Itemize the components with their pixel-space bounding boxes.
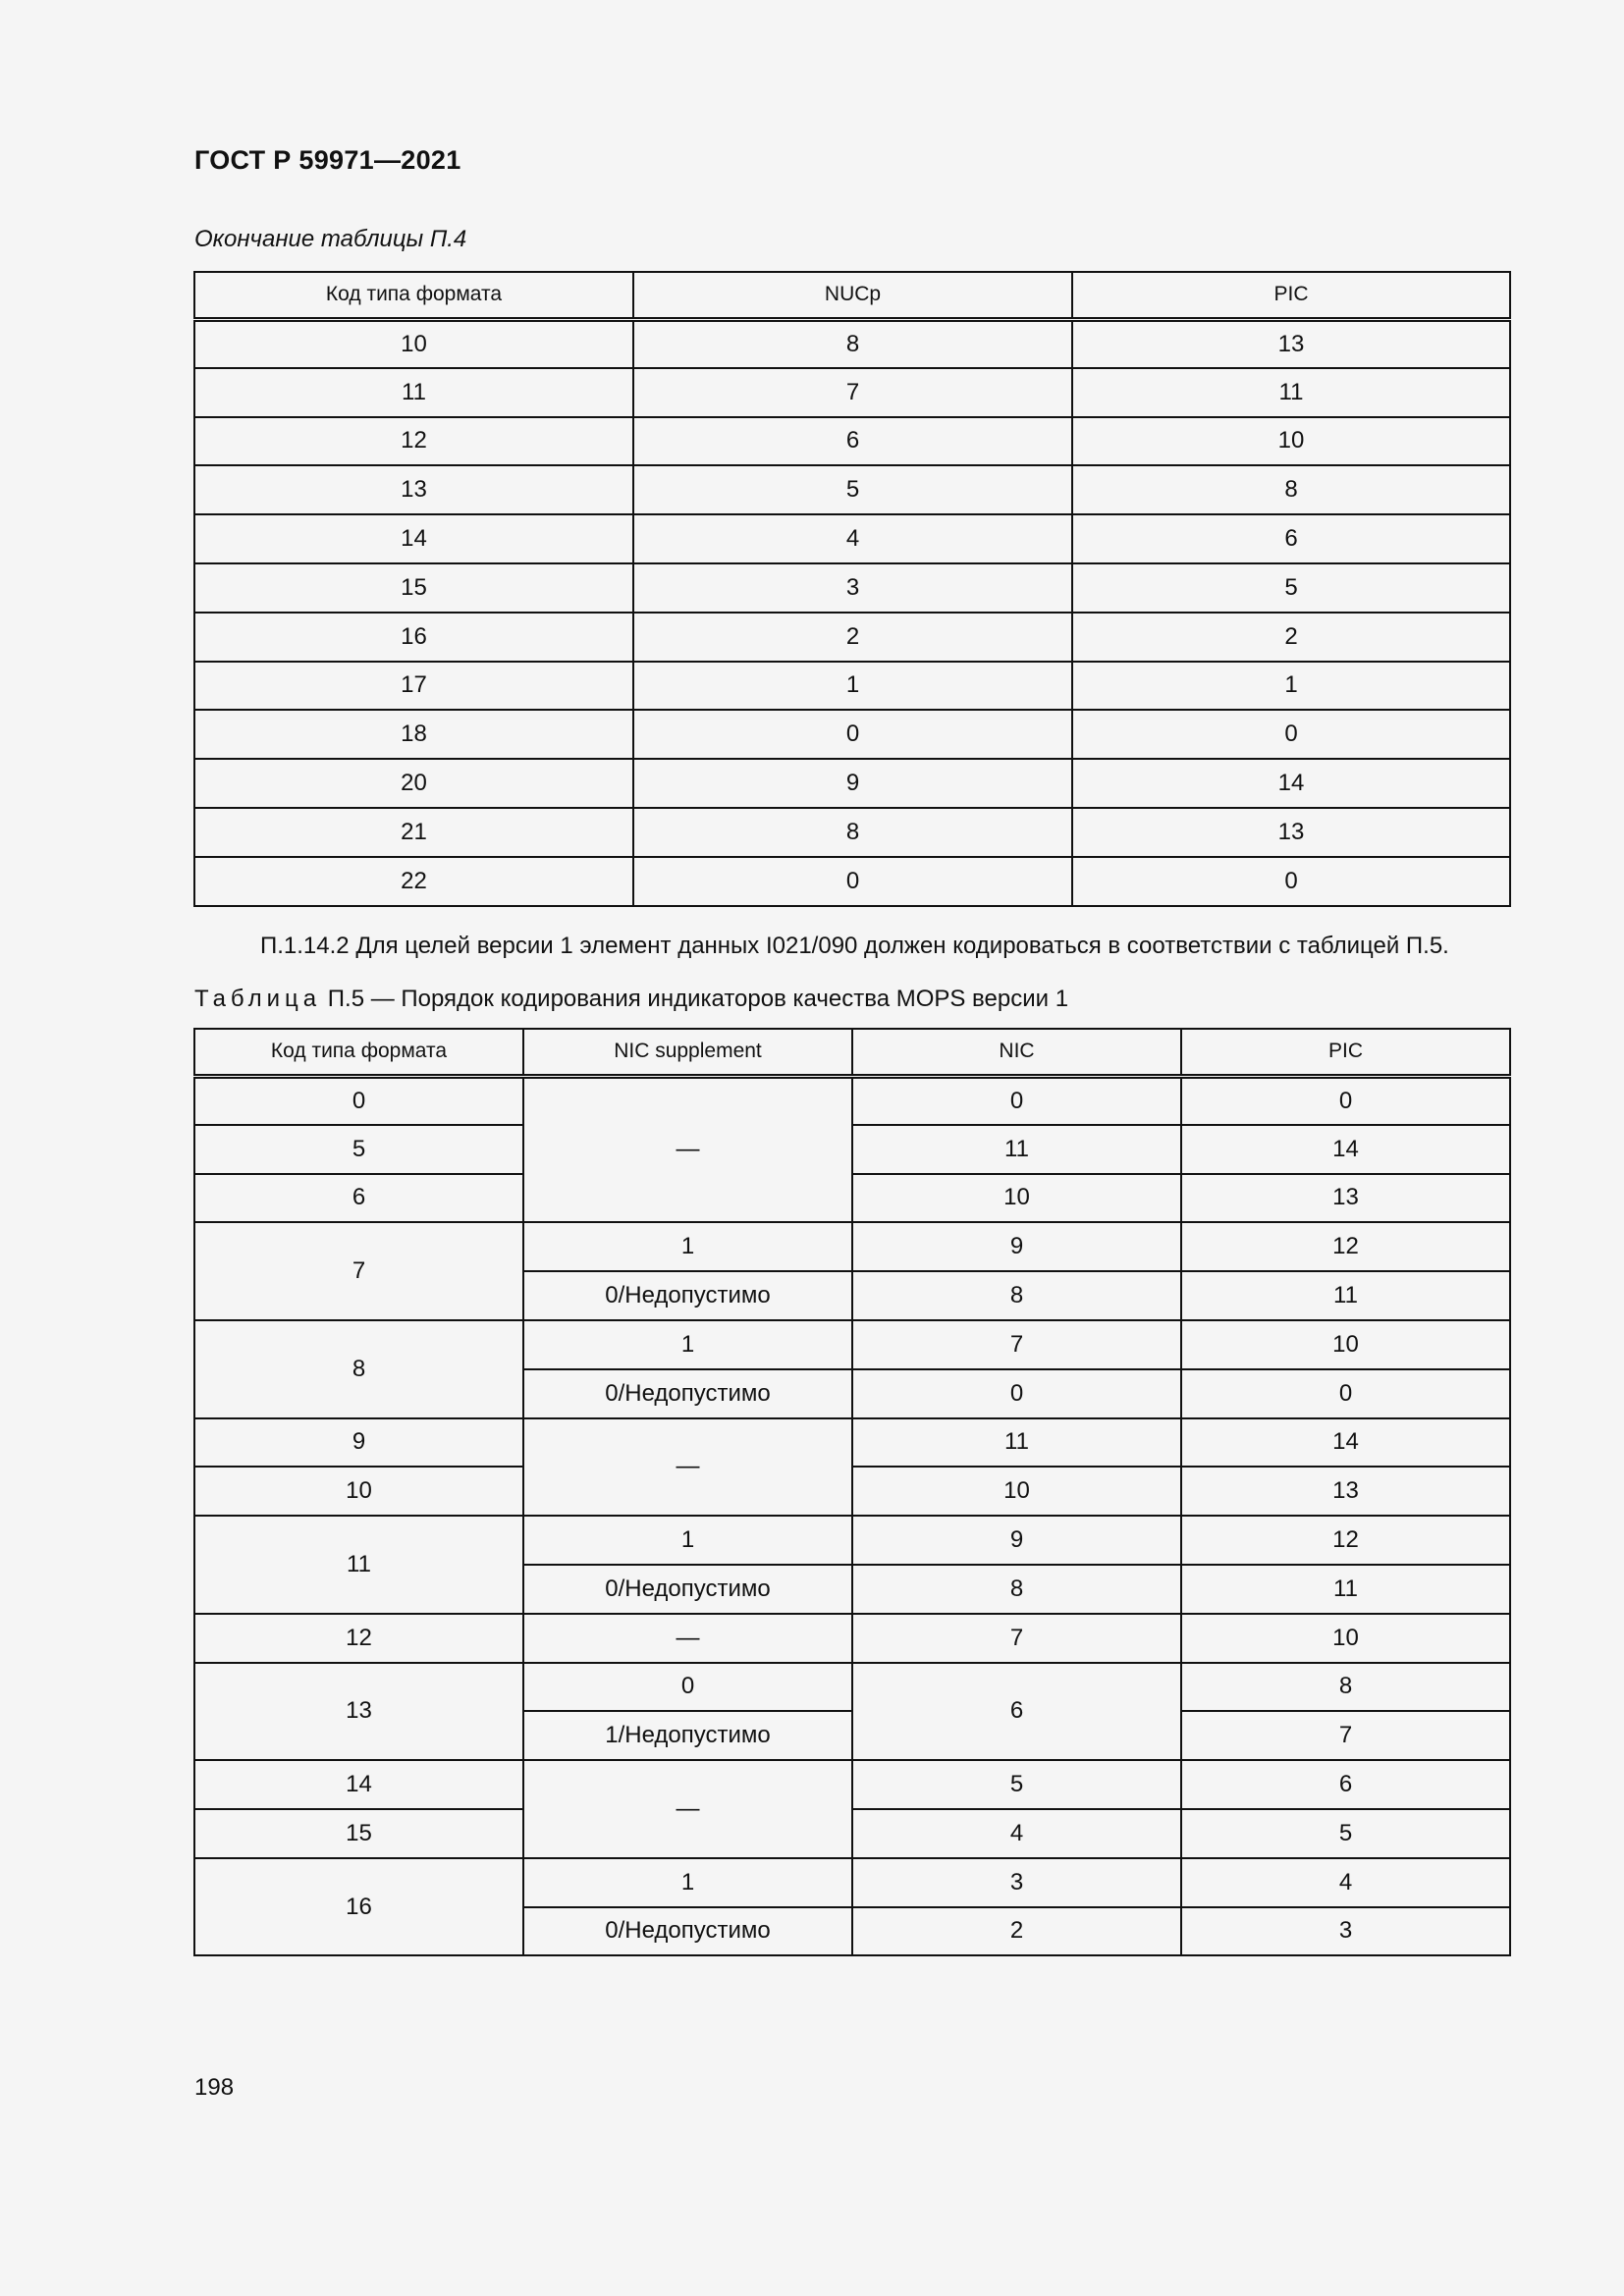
cell-pic: 0 [1072, 857, 1510, 906]
cell-pic: 10 [1072, 417, 1510, 466]
table2-caption [194, 986, 1068, 1013]
cell-pic: 12 [1181, 1222, 1510, 1271]
table-row [194, 1174, 1510, 1223]
table-row [194, 662, 1510, 711]
cell-code: 17 [194, 662, 633, 711]
cell-nic: 7 [852, 1320, 1181, 1369]
cell-nic: 7 [852, 1614, 1181, 1663]
table-row [194, 710, 1510, 759]
cell-code: 9 [194, 1418, 523, 1468]
cell-nucp: 0 [633, 710, 1072, 759]
table-row [194, 514, 1510, 563]
cell-nucp: 9 [633, 759, 1072, 808]
table-row [194, 1467, 1510, 1516]
table-row [194, 1222, 1510, 1271]
cell-pic: 13 [1181, 1174, 1510, 1223]
cell-pic: 11 [1181, 1271, 1510, 1320]
cell-code: 15 [194, 563, 633, 613]
table-row [194, 1320, 1510, 1369]
cell-pic: 0 [1181, 1076, 1510, 1125]
cell-pic: 13 [1072, 808, 1510, 857]
table-row [194, 759, 1510, 808]
table2-body [194, 1076, 1510, 1955]
table1-header-row [194, 272, 1510, 319]
table2-header-nic: NIC [852, 1029, 1181, 1076]
cell-nic: 2 [852, 1907, 1181, 1956]
table2-caption-label: Таблица [194, 986, 322, 1012]
cell-code: 12 [194, 1614, 523, 1663]
table-row [194, 417, 1510, 466]
cell-nucp: 8 [633, 319, 1072, 368]
table-row [194, 808, 1510, 857]
cell-pic: 8 [1181, 1663, 1510, 1712]
cell-nic-supplement: 0 [523, 1663, 852, 1712]
cell-nucp: 3 [633, 563, 1072, 613]
cell-code: 8 [194, 1320, 523, 1418]
cell-pic: 1 [1072, 662, 1510, 711]
cell-code: 11 [194, 1516, 523, 1614]
table2-header-code: Код типа формата [194, 1029, 523, 1076]
cell-pic: 0 [1181, 1369, 1510, 1418]
cell-pic: 8 [1072, 465, 1510, 514]
cell-nic: 10 [852, 1174, 1181, 1223]
cell-nic-supplement: 0/Недопустимо [523, 1907, 852, 1956]
cell-pic: 10 [1181, 1614, 1510, 1663]
table2-header-row [194, 1029, 1510, 1076]
cell-pic: 3 [1181, 1907, 1510, 1956]
table-row [194, 857, 1510, 906]
cell-pic: 13 [1181, 1467, 1510, 1516]
cell-nic-supplement: 1 [523, 1222, 852, 1271]
table-row [194, 1663, 1510, 1712]
cell-nic: 11 [852, 1125, 1181, 1174]
cell-nic: 9 [852, 1222, 1181, 1271]
table-row [194, 1125, 1510, 1174]
cell-code: 22 [194, 857, 633, 906]
cell-nucp: 8 [633, 808, 1072, 857]
cell-nucp: 0 [633, 857, 1072, 906]
cell-nic: 8 [852, 1565, 1181, 1614]
cell-nic: 3 [852, 1858, 1181, 1907]
cell-nic: 0 [852, 1369, 1181, 1418]
cell-nic: 10 [852, 1467, 1181, 1516]
table-row [194, 1076, 1510, 1125]
cell-nic: 0 [852, 1076, 1181, 1125]
cell-nic-supplement: 1 [523, 1320, 852, 1369]
cell-pic: 0 [1072, 710, 1510, 759]
cell-code: 14 [194, 514, 633, 563]
cell-nic: 6 [852, 1663, 1181, 1761]
cell-code: 6 [194, 1174, 523, 1223]
cell-nic-supplement: 0/Недопустимо [523, 1369, 852, 1418]
table1-header-nucp: NUCp [633, 272, 1072, 319]
cell-code: 13 [194, 1663, 523, 1761]
cell-pic: 11 [1181, 1565, 1510, 1614]
table-row [194, 1516, 1510, 1565]
cell-code: 10 [194, 1467, 523, 1516]
cell-nic-supplement: 1 [523, 1516, 852, 1565]
cell-nucp: 7 [633, 368, 1072, 417]
table1-caption: Окончание таблицы П.4 [194, 226, 467, 252]
cell-pic: 5 [1181, 1809, 1510, 1858]
cell-pic: 10 [1181, 1320, 1510, 1369]
table-p4-end [193, 271, 1511, 907]
cell-nucp: 5 [633, 465, 1072, 514]
cell-code: 12 [194, 417, 633, 466]
document-header: ГОСТ Р 59971—2021 [194, 145, 461, 175]
table-row [194, 1418, 1510, 1468]
table-row [194, 465, 1510, 514]
table-row [194, 1858, 1510, 1907]
cell-code: 16 [194, 613, 633, 662]
cell-pic: 2 [1072, 613, 1510, 662]
cell-pic: 6 [1072, 514, 1510, 563]
cell-pic: 7 [1181, 1711, 1510, 1760]
cell-code: 16 [194, 1858, 523, 1956]
table-row [194, 368, 1510, 417]
table2-header-nic-supplement: NIC supplement [523, 1029, 852, 1076]
table-row [194, 563, 1510, 613]
table-row [194, 1614, 1510, 1663]
cell-nucp: 6 [633, 417, 1072, 466]
cell-code: 18 [194, 710, 633, 759]
cell-pic: 14 [1181, 1418, 1510, 1468]
table2-header-pic: PIC [1181, 1029, 1510, 1076]
cell-code: 20 [194, 759, 633, 808]
cell-code: 5 [194, 1125, 523, 1174]
cell-pic: 5 [1072, 563, 1510, 613]
table1-header-code: Код типа формата [194, 272, 633, 319]
cell-pic: 11 [1072, 368, 1510, 417]
table1-header-pic: PIC [1072, 272, 1510, 319]
cell-code: 11 [194, 368, 633, 417]
cell-code: 13 [194, 465, 633, 514]
table-row [194, 1760, 1510, 1809]
cell-pic: 13 [1072, 319, 1510, 368]
cell-nic-supplement: — [523, 1076, 852, 1222]
cell-nic-supplement: 1 [523, 1858, 852, 1907]
cell-nic: 4 [852, 1809, 1181, 1858]
cell-pic: 12 [1181, 1516, 1510, 1565]
cell-code: 21 [194, 808, 633, 857]
cell-code: 15 [194, 1809, 523, 1858]
cell-nic: 9 [852, 1516, 1181, 1565]
table1-body [194, 319, 1510, 906]
table-row [194, 613, 1510, 662]
cell-nic-supplement: — [523, 1760, 852, 1858]
cell-nucp: 4 [633, 514, 1072, 563]
cell-nic: 8 [852, 1271, 1181, 1320]
cell-code: 7 [194, 1222, 523, 1320]
cell-nic-supplement: 0/Недопустимо [523, 1565, 852, 1614]
cell-pic: 6 [1181, 1760, 1510, 1809]
cell-nucp: 1 [633, 662, 1072, 711]
cell-code: 14 [194, 1760, 523, 1809]
cell-pic: 14 [1181, 1125, 1510, 1174]
table-row [194, 1809, 1510, 1858]
cell-nic-supplement: — [523, 1614, 852, 1663]
table2-caption-title: П.5 — Порядок кодирования индикаторов качества MOPS версии 1 [321, 986, 1069, 1012]
paragraph-p1-14-2: П.1.14.2 Для целей версии 1 элемент данных I021/090 должен кодироваться в соответствии с таблицей П.5. [260, 933, 1449, 959]
cell-nucp: 2 [633, 613, 1072, 662]
cell-nic: 11 [852, 1418, 1181, 1468]
page-number: 198 [194, 2074, 235, 2101]
cell-nic: 5 [852, 1760, 1181, 1809]
cell-nic-supplement: — [523, 1418, 852, 1517]
table-p5 [193, 1028, 1511, 1956]
cell-code: 0 [194, 1076, 523, 1125]
cell-nic-supplement: 0/Недопустимо [523, 1271, 852, 1320]
cell-nic-supplement: 1/Недопустимо [523, 1711, 852, 1760]
table-row [194, 319, 1510, 368]
cell-code: 10 [194, 319, 633, 368]
cell-pic: 14 [1072, 759, 1510, 808]
cell-pic: 4 [1181, 1858, 1510, 1907]
